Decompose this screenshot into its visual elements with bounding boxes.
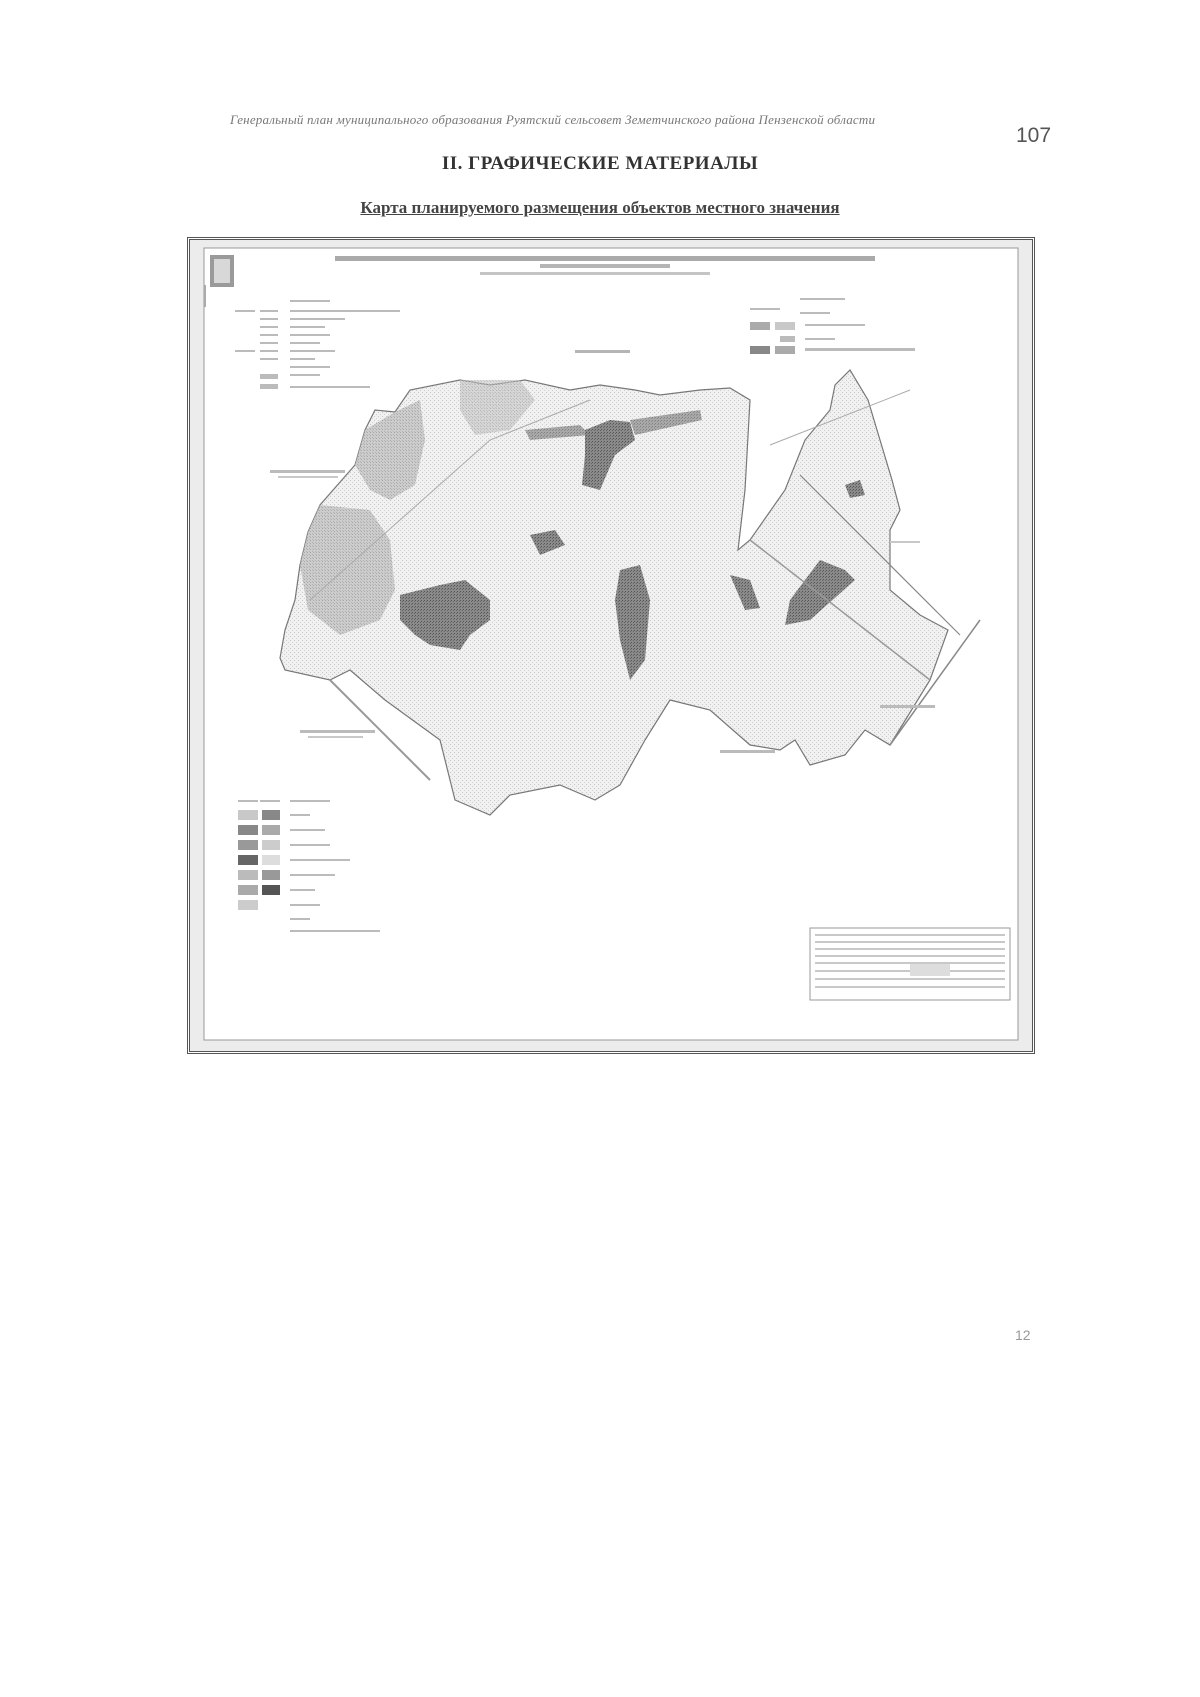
map-image xyxy=(190,240,1032,1051)
map-figure xyxy=(187,237,1035,1054)
running-header: Генеральный план муниципального образования Руятский сельсовет Земетчинского района Пензенской области xyxy=(230,112,876,127)
map-title: Карта планируемого размещения объектов местного значения xyxy=(360,198,840,217)
section-title: II. ГРАФИЧЕСКИЕ МАТЕРИАЛЫ xyxy=(441,153,759,174)
page-number-bottom: 12 xyxy=(1015,1327,1031,1343)
page-number-top: 107 xyxy=(1016,124,1052,147)
